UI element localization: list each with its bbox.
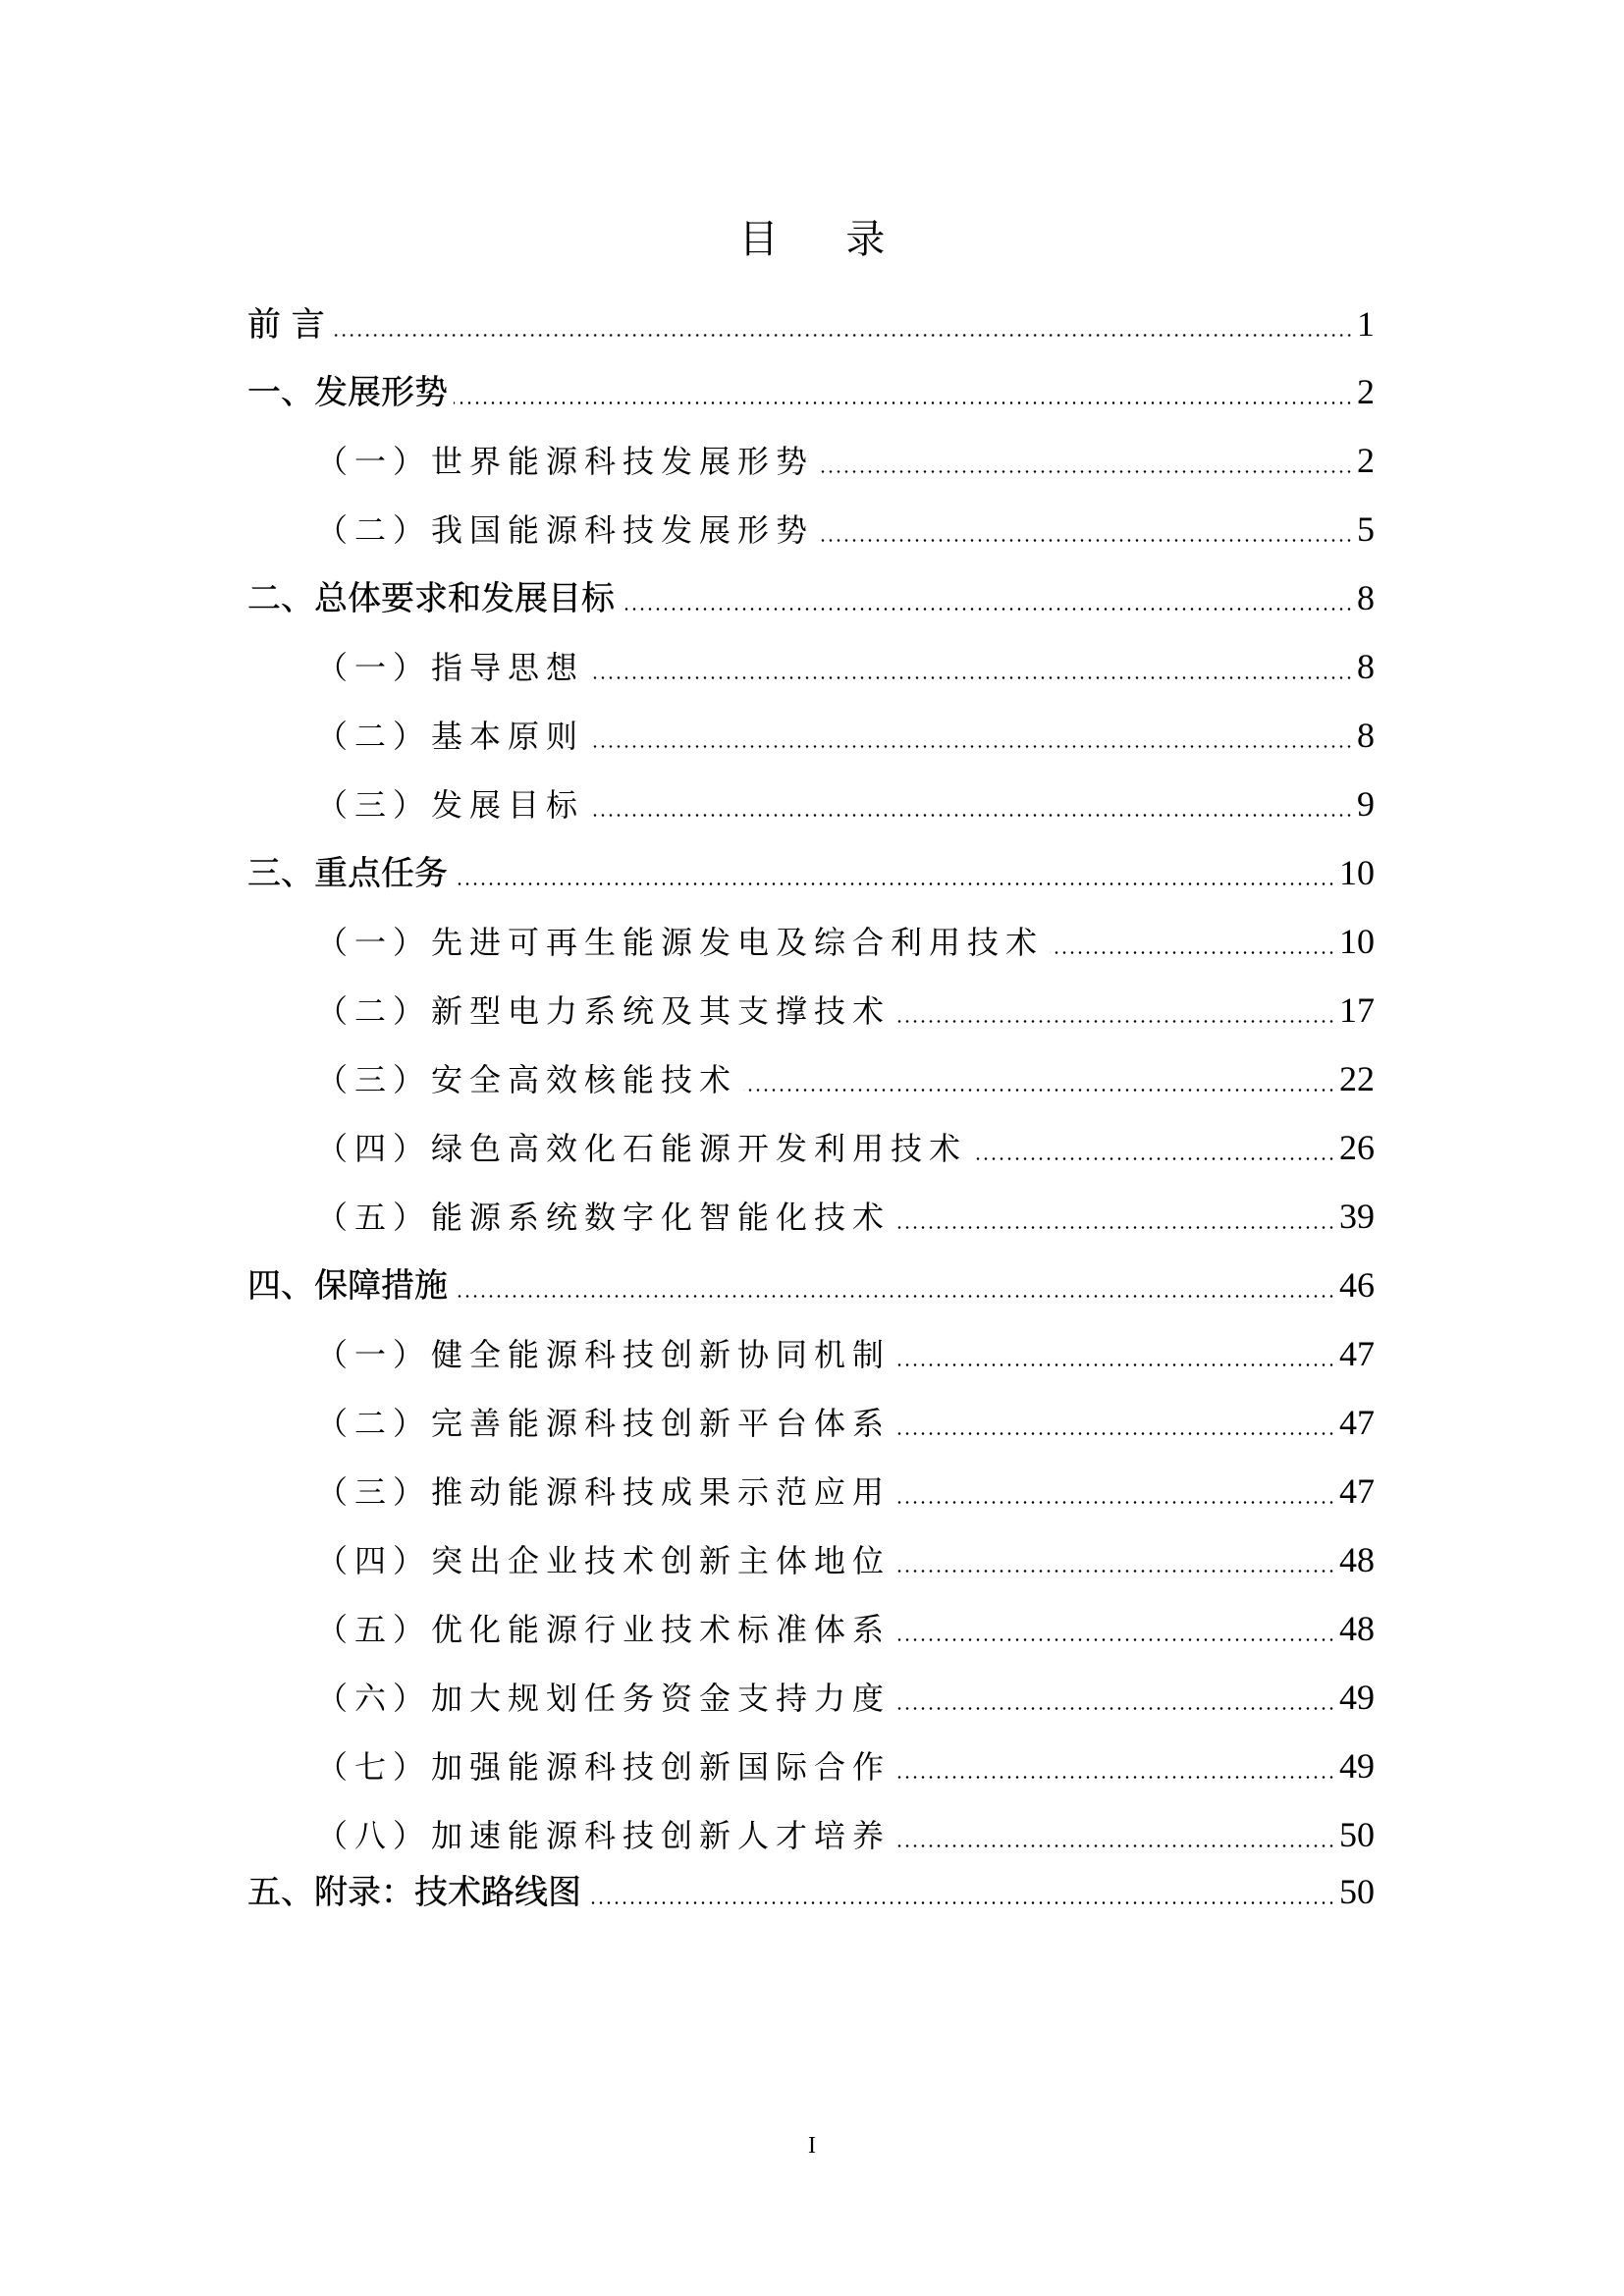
toc-entry-page: 48 [1339,1540,1375,1579]
toc-entry-page: 2 [1357,441,1375,480]
dot-leader [454,401,1353,404]
dot-leader [590,814,1353,817]
toc-entry-label: （一）健全能源科技创新协同机制 [316,1336,892,1373]
toc-entry-label: （五）优化能源行业技术标准体系 [316,1611,892,1648]
toc-entry[interactable] [316,779,1375,828]
toc-entry[interactable] [316,917,1375,966]
toc-entry[interactable] [316,1535,1375,1584]
toc-entry-page: 48 [1339,1609,1375,1648]
toc-entry[interactable] [316,505,1375,554]
dot-leader [820,539,1353,542]
toc-entry[interactable] [316,986,1375,1035]
page-number-footer: I [808,2133,816,2159]
toc-entry-label: 二、总体要求和发展目标 [247,579,615,618]
toc-entry-label: （二）基本原则 [316,718,585,755]
toc-entry-label: 一、发展形势 [247,373,448,412]
toc-entry[interactable] [316,1810,1375,1859]
toc-entry-page: 47 [1339,1403,1375,1442]
toc-entry-page: 8 [1357,716,1375,755]
dot-leader [820,470,1353,473]
toc-entry-page: 49 [1339,1678,1375,1717]
toc-entry[interactable] [316,1192,1375,1241]
toc-entry-page: 1 [1357,304,1375,344]
toc-entry[interactable] [247,848,1375,897]
dot-leader [896,1432,1335,1435]
toc-entry[interactable] [316,642,1375,691]
toc-entry-page: 22 [1339,1059,1375,1098]
toc-entry[interactable] [316,1329,1375,1378]
toc-entry-page: 5 [1357,509,1375,549]
toc-entry-page: 49 [1339,1746,1375,1786]
toc-entry-label: 前 言 [247,305,325,345]
dot-leader [896,1776,1335,1779]
toc-title: 目 录 [738,217,913,262]
toc-entry-page: 9 [1357,784,1375,824]
toc-entry-page: 8 [1357,647,1375,686]
toc-entry[interactable] [316,1604,1375,1653]
toc-entry[interactable] [247,573,1375,622]
toc-entry-page: 39 [1339,1197,1375,1236]
toc-entry-label: 四、保障措施 [247,1266,448,1306]
dot-leader [896,1844,1335,1847]
toc-entry-label: 五、附录：技术路线图 [247,1873,581,1912]
dot-leader [590,745,1353,748]
toc-entry-label: （七）加强能源科技创新国际合作 [316,1748,892,1786]
toc-entry-label: （三）推动能源科技成果示范应用 [316,1473,892,1511]
toc-entry-label: （一）先进可再生能源发电及综合利用技术 [316,924,1045,961]
dot-leader [743,1089,1335,1092]
dot-leader [896,1226,1335,1229]
toc-entry[interactable] [316,1673,1375,1722]
toc-entry[interactable] [316,1741,1375,1790]
toc-entry-page: 50 [1339,1872,1375,1911]
dot-leader [896,1638,1335,1641]
toc-entry[interactable] [247,1260,1375,1309]
toc-entry-label: （一）世界能源科技发展形势 [316,443,815,480]
toc-entry-page: 47 [1339,1334,1375,1373]
dot-leader [896,1020,1335,1023]
toc-entry[interactable] [247,299,1375,348]
toc-entry-page: 50 [1339,1815,1375,1854]
toc-entry-label: （五）能源系统数字化智能化技术 [316,1199,892,1236]
toc-entry[interactable] [247,367,1375,416]
dot-leader [454,1295,1335,1298]
toc-entry-label: （六）加大规划任务资金支持力度 [316,1680,892,1717]
dot-leader [454,882,1335,885]
toc-entry[interactable] [316,1123,1375,1172]
dot-leader [621,608,1353,611]
toc-entry-label: （八）加速能源科技创新人才培养 [316,1817,892,1854]
toc-entry[interactable] [316,1467,1375,1516]
dot-leader [587,1901,1335,1904]
toc-entry-label: （一）指导思想 [316,649,585,686]
toc-entry-label: （四）绿色高效化石能源开发利用技术 [316,1130,968,1167]
dot-leader [590,676,1353,679]
toc-entry[interactable] [316,711,1375,760]
dot-leader [1050,951,1335,954]
dot-leader [896,1363,1335,1366]
toc-entry-label: （二）新型电力系统及其支撑技术 [316,992,892,1030]
toc-entry-page: 10 [1339,853,1375,892]
dot-leader [331,334,1353,337]
toc-entry-page: 47 [1339,1471,1375,1511]
dot-leader [896,1707,1335,1710]
dot-leader [896,1570,1335,1573]
toc-entry-label: （四）突出企业技术创新主体地位 [316,1542,892,1579]
toc-entry-page: 8 [1357,578,1375,617]
toc-entry[interactable] [316,436,1375,485]
toc-entry-page: 10 [1339,922,1375,961]
toc-entry-page: 26 [1339,1128,1375,1167]
toc-entry-page: 2 [1357,372,1375,411]
toc-entry-page: 17 [1339,990,1375,1030]
toc-entry-label: （三）安全高效核能技术 [316,1061,738,1098]
dot-leader [973,1157,1335,1160]
toc-entry[interactable] [316,1398,1375,1447]
toc-entry[interactable] [247,1867,1375,1916]
dot-leader [896,1501,1335,1504]
toc-entry-label: （二）我国能源科技发展形势 [316,511,815,549]
toc-entry-label: （三）发展目标 [316,786,585,824]
toc-entry[interactable] [316,1054,1375,1103]
toc-entry-page: 46 [1339,1265,1375,1305]
toc-entry-label: 三、重点任务 [247,854,448,893]
toc-entry-label: （二）完善能源科技创新平台体系 [316,1405,892,1442]
